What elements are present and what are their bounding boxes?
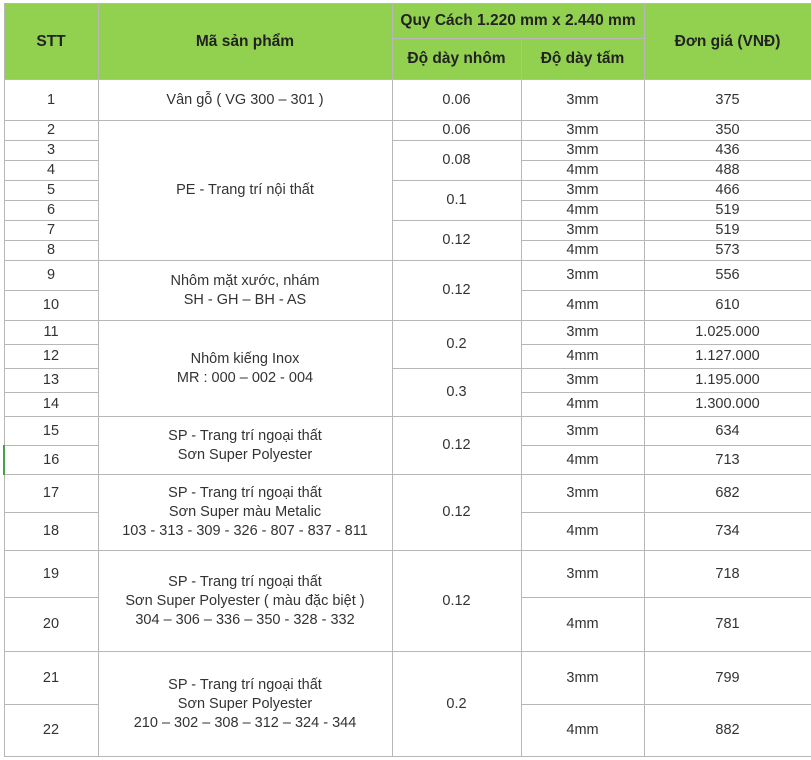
header-stt: STT [4,4,98,80]
cell-price: 375 [644,80,811,121]
cell-price: 466 [644,181,811,201]
cell-alu: 0.2 [392,321,521,369]
cell-panel: 4mm [521,446,644,475]
product-line: 210 – 302 – 308 – 312 – 324 - 344 [133,714,357,731]
cell-product [98,321,392,417]
cell-panel: 3mm [521,181,644,201]
cell-panel: 4mm [521,201,644,221]
cell-price: 634 [644,417,811,446]
cell-price: 1.300.000 [644,393,811,417]
cell-alu: 0.12 [392,551,521,652]
cell-price: 1.195.000 [644,369,811,393]
cell-stt: 6 [4,201,98,221]
cell-stt: 1 [4,80,98,121]
cell-price: 610 [644,291,811,321]
cell-stt: 20 [4,598,98,652]
cell-panel: 3mm [521,141,644,161]
cell-price: 734 [644,513,811,551]
cell-product [98,551,392,652]
cell-panel: 3mm [521,321,644,345]
product-line: PE - Trang trí nội thất [176,182,314,198]
product-line: SP - Trang trí ngoại thất [168,573,322,590]
product-line: SH - GH – BH - AS [183,291,307,308]
cell-product [98,80,392,121]
product-line: 103 - 313 - 309 - 326 - 807 - 837 - 811 [122,523,368,539]
cell-stt: 14 [4,393,98,417]
cell-alu: 0.1 [392,181,521,221]
cell-price: 519 [644,201,811,221]
cell-price: 781 [644,598,811,652]
cell-panel: 3mm [521,261,644,291]
cell-stt: 10 [4,291,98,321]
cell-product [98,475,392,551]
cell-product [98,417,392,475]
cell-stt: 22 [4,705,98,757]
price-table [3,3,811,757]
product-line: Sơn Super Polyester [177,446,313,463]
cell-panel: 3mm [521,551,644,598]
cell-panel: 4mm [521,241,644,261]
product-line: Sơn Super màu Metalic [168,504,322,520]
cell-stt: 12 [4,345,98,369]
cell-alu: 0.06 [392,80,521,121]
cell-price: 713 [644,446,811,475]
cell-price: 718 [644,551,811,598]
cell-panel: 3mm [521,652,644,705]
cell-stt: 3 [4,141,98,161]
product-line: Sơn Super Polyester [177,695,313,712]
cell-stt: 7 [4,221,98,241]
cell-product [98,652,392,757]
cell-stt: 16 [4,446,98,475]
cell-product [98,121,392,261]
cell-alu: 0.12 [392,261,521,321]
product-line: 304 – 306 – 336 – 350 - 328 - 332 [135,611,355,628]
cell-panel: 4mm [521,705,644,757]
cell-panel: 4mm [521,598,644,652]
product-line: SP - Trang trí ngoại thất [168,485,322,501]
cell-price: 350 [644,121,811,141]
cell-stt: 17 [4,475,98,513]
cell-stt: 11 [4,321,98,345]
cell-price: 882 [644,705,811,757]
product-line: MR : 000 – 002 - 004 [176,369,314,386]
header-panel-thickness: Độ dày tấm [521,39,644,80]
cell-alu: 0.08 [392,141,521,181]
cell-panel: 3mm [521,80,644,121]
cell-product [98,261,392,321]
cell-stt: 2 [4,121,98,141]
cell-stt: 8 [4,241,98,261]
cell-panel: 3mm [521,475,644,513]
cell-stt: 5 [4,181,98,201]
cell-stt: 9 [4,261,98,291]
cell-panel: 3mm [521,369,644,393]
cell-stt: 4 [4,161,98,181]
cell-stt: 21 [4,652,98,705]
product-line: SP - Trang trí ngoại thất [168,427,322,444]
product-line: Vân gỗ ( VG 300 – 301 ) [166,91,324,108]
cell-price: 1.025.000 [644,321,811,345]
cell-price: 519 [644,221,811,241]
header-product: Mã sản phẩm [98,4,392,80]
header-alu-thickness: Độ dày nhôm [392,39,521,80]
cell-stt: 15 [4,417,98,446]
cell-panel: 3mm [521,121,644,141]
cell-price: 556 [644,261,811,291]
product-line: Nhôm mặt xước, nhám [170,272,320,289]
cell-panel: 3mm [521,417,644,446]
cell-alu: 0.06 [392,121,521,141]
header-price: Đơn giá (VNĐ) [644,4,811,80]
cell-panel: 4mm [521,393,644,417]
cell-price: 573 [644,241,811,261]
cell-alu: 0.12 [392,417,521,475]
cell-panel: 4mm [521,291,644,321]
header-spec: Quy Cách 1.220 mm x 2.440 mm [392,4,644,39]
product-line: Nhôm kiếng Inox [190,350,300,367]
cell-price: 1.127.000 [644,345,811,369]
cell-stt: 13 [4,369,98,393]
product-line: SP - Trang trí ngoại thất [168,676,322,693]
cell-alu: 0.12 [392,221,521,261]
cell-panel: 4mm [521,345,644,369]
cell-price: 488 [644,161,811,181]
cell-price: 682 [644,475,811,513]
cell-alu: 0.3 [392,369,521,417]
cell-stt: 18 [4,513,98,551]
cell-alu: 0.2 [392,652,521,757]
cell-price: 799 [644,652,811,705]
product-line: Sơn Super Polyester ( màu đặc biệt ) [125,592,365,609]
cell-stt: 19 [4,551,98,598]
cell-price: 436 [644,141,811,161]
cell-panel: 3mm [521,221,644,241]
cell-alu: 0.12 [392,475,521,551]
cell-panel: 4mm [521,513,644,551]
cell-panel: 4mm [521,161,644,181]
